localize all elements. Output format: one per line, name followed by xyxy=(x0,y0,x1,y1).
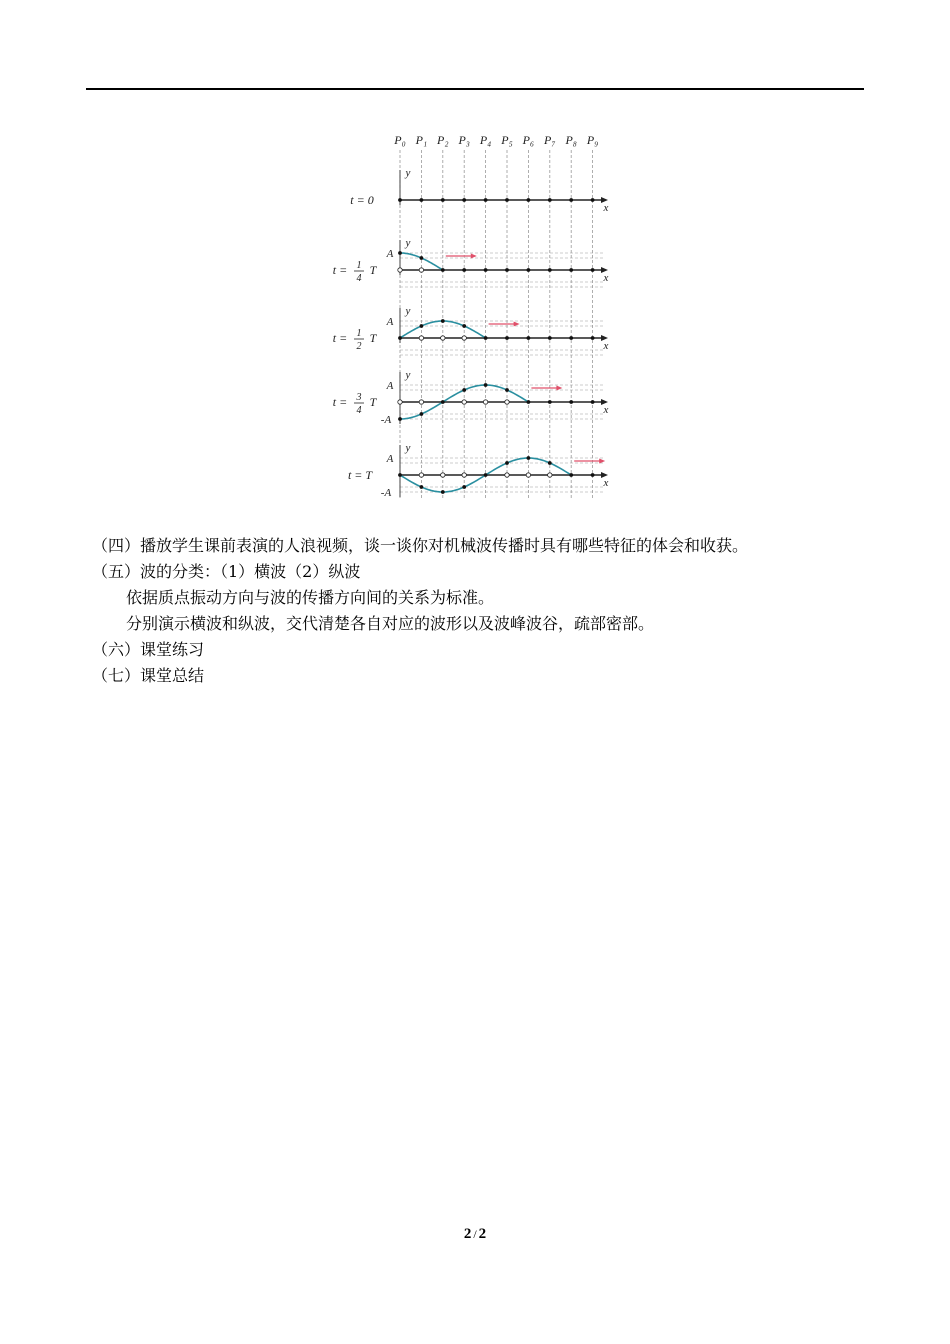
equilibrium-point xyxy=(505,400,509,404)
row-label-denominator: 4 xyxy=(356,405,362,416)
particle-point xyxy=(398,473,402,477)
equilibrium-point xyxy=(462,400,466,404)
particle-point xyxy=(441,268,445,272)
page-footer xyxy=(0,1226,950,1243)
particle-point xyxy=(462,268,466,272)
particle-point xyxy=(569,400,573,404)
point-label-0: P₀ xyxy=(394,133,406,147)
particle-point xyxy=(569,198,573,202)
equilibrium-point xyxy=(398,268,402,272)
particle-point xyxy=(591,198,595,202)
particle-point xyxy=(420,198,424,202)
particle-point xyxy=(441,319,445,323)
particle-point xyxy=(505,388,509,392)
wave-diagram xyxy=(318,128,633,520)
particle-point xyxy=(484,473,488,477)
amplitude-neg-label: -A xyxy=(380,414,392,426)
particle-point xyxy=(398,336,402,340)
row-label-denominator: 4 xyxy=(356,273,362,284)
equilibrium-point xyxy=(462,473,466,477)
equilibrium-point xyxy=(526,473,530,477)
equilibrium-point xyxy=(419,400,423,404)
particle-point xyxy=(398,417,402,421)
particle-point xyxy=(484,198,488,202)
amplitude-pos-label: A xyxy=(386,453,394,465)
equilibrium-point xyxy=(483,400,487,404)
row-label-prefix: t = xyxy=(332,331,348,345)
row-label-numerator: 3 xyxy=(356,392,362,403)
equilibrium-point xyxy=(419,336,423,340)
page-number: 2 xyxy=(463,1226,472,1242)
point-label-1: P₁ xyxy=(415,133,428,147)
x-axis-label: x xyxy=(603,272,609,284)
row-label-period: T xyxy=(369,263,377,277)
particle-point xyxy=(462,485,466,489)
y-axis-label: y xyxy=(405,237,411,249)
row-label-tT: t = T xyxy=(347,468,373,482)
particle-point xyxy=(398,251,402,255)
particle-point xyxy=(527,400,531,404)
particle-point xyxy=(420,485,424,489)
particle-point xyxy=(398,198,402,202)
point-label-3: P₃ xyxy=(458,133,470,147)
particle-point xyxy=(527,268,531,272)
point-label-9: P₉ xyxy=(586,133,599,147)
particle-point xyxy=(591,400,595,404)
particle-point xyxy=(548,268,552,272)
row-label-prefix: t = xyxy=(332,395,348,409)
amplitude-pos-label: A xyxy=(386,248,394,260)
particle-point xyxy=(484,336,488,340)
point-label-4: P₄ xyxy=(479,133,492,147)
y-axis-label: y xyxy=(405,305,411,317)
particle-point xyxy=(527,456,531,460)
wave-propagation-figure xyxy=(318,128,633,520)
point-label-2: P₂ xyxy=(437,133,449,147)
body-text xyxy=(92,533,892,689)
paragraph-five: （五）波的分类：（1）横波（2）纵波 xyxy=(92,562,361,581)
x-axis-label: x xyxy=(603,202,609,214)
particle-point xyxy=(420,412,424,416)
particle-point xyxy=(591,473,595,477)
equilibrium-point xyxy=(419,268,423,272)
amplitude-neg-label: -A xyxy=(380,487,392,499)
particle-point xyxy=(548,461,552,465)
point-label-7: P₇ xyxy=(544,133,556,147)
particle-point xyxy=(441,490,445,494)
particle-point xyxy=(548,198,552,202)
particle-point xyxy=(505,268,509,272)
paragraph-four: （四）播放学生课前表演的人浪视频，谈一谈你对机械波传播时具有哪些特征的体会和收获。 xyxy=(92,536,749,555)
row-label-numerator: 1 xyxy=(356,260,362,271)
particle-point xyxy=(462,324,466,328)
equilibrium-point xyxy=(548,473,552,477)
x-axis-label: x xyxy=(603,404,609,416)
particle-point xyxy=(569,268,573,272)
particle-point xyxy=(505,461,509,465)
particle-point xyxy=(484,268,488,272)
particle-point xyxy=(505,198,509,202)
particle-point xyxy=(462,388,466,392)
amplitude-pos-label: A xyxy=(386,380,394,392)
particle-point xyxy=(420,256,424,260)
particle-point xyxy=(591,268,595,272)
particle-point xyxy=(462,198,466,202)
y-axis-label: y xyxy=(405,167,411,179)
particle-point xyxy=(527,336,531,340)
header-rule xyxy=(86,88,864,90)
point-label-8: P₈ xyxy=(565,133,577,147)
row-label-t0: t = 0 xyxy=(350,193,374,207)
particle-point xyxy=(591,336,595,340)
paragraph-five-criterion: 依据质点振动方向与波的传播方向间的关系为标准。 xyxy=(126,588,495,607)
equilibrium-point xyxy=(505,473,509,477)
equilibrium-point xyxy=(462,336,466,340)
paragraph-six: （六）课堂练习 xyxy=(92,640,205,659)
y-axis-label: y xyxy=(405,369,411,381)
point-label-5: P₅ xyxy=(501,133,513,147)
x-axis-label: x xyxy=(603,340,609,352)
point-label-6: P₆ xyxy=(522,133,535,147)
particle-point xyxy=(569,336,573,340)
page-total: 2 xyxy=(478,1226,487,1242)
particle-point xyxy=(505,336,509,340)
particle-point xyxy=(527,198,531,202)
particle-point xyxy=(441,400,445,404)
row-label-period: T xyxy=(369,331,377,345)
paragraph-five-demo: 分别演示横波和纵波，交代清楚各自对应的波形以及波峰波谷，疏部密部。 xyxy=(126,614,655,633)
amplitude-pos-label: A xyxy=(386,316,394,328)
row-label-numerator: 1 xyxy=(356,328,362,339)
equilibrium-point xyxy=(419,473,423,477)
equilibrium-point xyxy=(398,400,402,404)
x-axis-label: x xyxy=(603,477,609,489)
row-label-denominator: 2 xyxy=(356,341,362,352)
equilibrium-point xyxy=(441,336,445,340)
y-axis-label: y xyxy=(405,442,411,454)
particle-point xyxy=(441,198,445,202)
row-label-prefix: t = xyxy=(332,263,348,277)
particle-point xyxy=(484,383,488,387)
particle-point xyxy=(548,400,552,404)
page-separator: / xyxy=(473,1227,477,1241)
particle-point xyxy=(569,473,573,477)
particle-point xyxy=(548,336,552,340)
paragraph-seven: （七）课堂总结 xyxy=(92,666,205,685)
equilibrium-point xyxy=(441,473,445,477)
particle-point xyxy=(420,324,424,328)
row-label-period: T xyxy=(369,395,377,409)
